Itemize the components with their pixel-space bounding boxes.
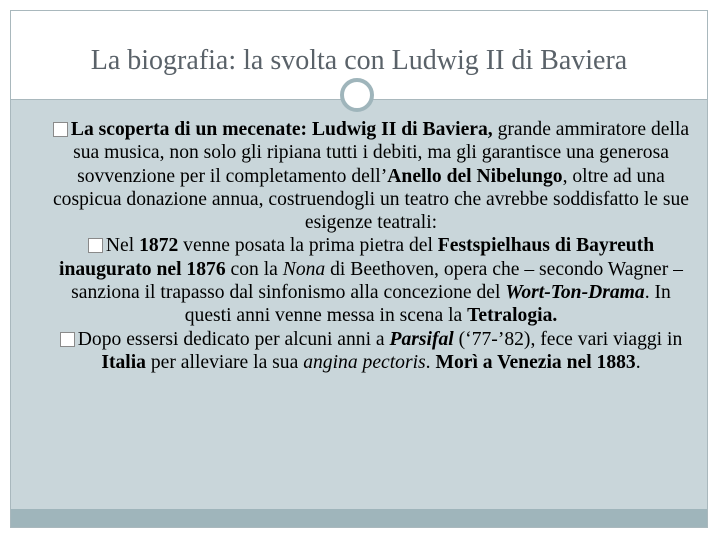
text: Nel (105, 235, 140, 257)
paragraph-parsifal (48, 328, 694, 375)
text-bold: Festspielhaus di Bayreuth inaugurato nel 1876 (59, 235, 655, 280)
checkbox-bullet-icon (53, 122, 68, 137)
text: grande ammiratore della sua musica, non solo gli ripiana tutti i debiti, ma gli garantisce una generosa sovvenzione per il completamento dell’ (73, 119, 690, 187)
paragraph-mecenate (48, 118, 694, 234)
text: . (635, 351, 641, 373)
text: . (425, 351, 436, 373)
text: . In questi anni venne messa in scena la (184, 282, 671, 327)
text-bold-italic: Wort-Ton-Drama (505, 282, 645, 304)
text: , oltre ad una cospicua donazione annua, costruendogli un teatro che avrebbe soddisfatto le sue esigenze teatrali: (52, 165, 690, 234)
checkbox-bullet-icon (60, 332, 75, 347)
text-bold: Anello del Nibelungo (387, 165, 563, 187)
text: (‘77-’82), fece vari viaggi in (453, 328, 683, 350)
text: Dopo essersi dedicato per alcuni anni a (77, 328, 390, 350)
slide-title: La biografia: la svolta con Ludwig II di Baviera (90, 45, 628, 76)
slide-body (48, 118, 694, 374)
text-bold-italic: Parsifal (389, 328, 454, 350)
text-bold: 1872 (139, 235, 179, 257)
text: di Beethoven, opera che – secondo Wagner – sanziona il trapasso dal sinfonismo alla concezione del (71, 258, 683, 304)
circle-ornament-icon (340, 78, 374, 112)
checkbox-bullet-icon (88, 238, 103, 253)
text-bold: La scoperta di un mecenate: Ludwig II di Baviera, (70, 119, 493, 140)
bottom-bar (11, 509, 707, 527)
text: venne posata la prima pietra del (178, 235, 438, 257)
text: per alleviare la sua (145, 351, 304, 373)
text-bold: Italia (101, 351, 146, 373)
paragraph-bayreuth (48, 234, 694, 327)
text-italic: angina pectoris (303, 351, 426, 373)
text-bold: Morì a Venezia nel 1883 (435, 351, 636, 373)
text: con la (225, 258, 283, 280)
text-bold: Tetralogia. (467, 305, 558, 327)
text-italic: Nona (282, 258, 326, 280)
